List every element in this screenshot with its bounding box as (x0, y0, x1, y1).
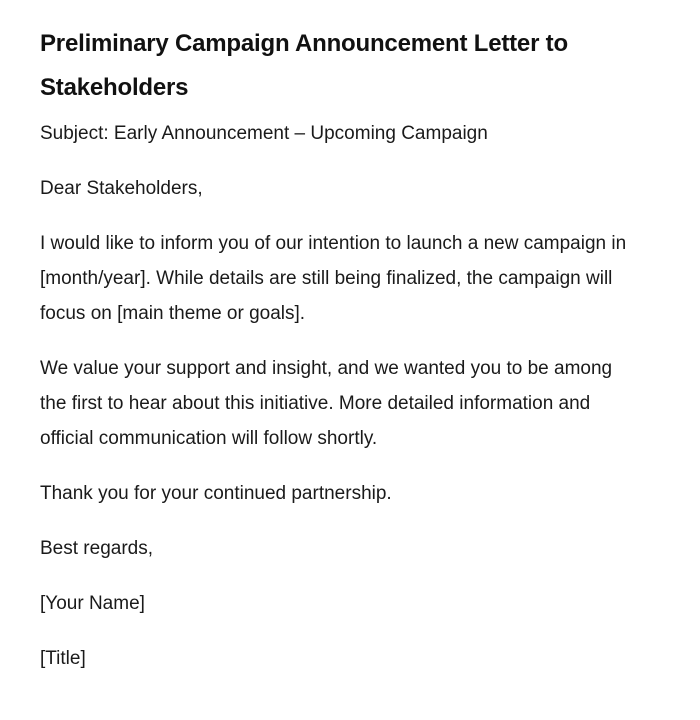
signature-title: [Title] (40, 648, 86, 669)
body-paragraph-intro: I would like to inform you of our intention to launch a new campaign in [month/year]. While details are still being finalized, the campaign will focus on [main theme or goals]. (40, 233, 627, 324)
subject-line: Subject: Early Announcement – Upcoming Campaign (40, 123, 488, 144)
document-title: Preliminary Campaign Announcement Letter to Stakeholders (40, 30, 568, 101)
salutation: Dear Stakeholders, (40, 178, 203, 199)
letter-document (40, 22, 640, 696)
body-paragraph-support: We value your support and insight, and we wanted you to be among the first to hear about this initiative. More detailed information and official communication will follow shortly. (40, 358, 613, 449)
body-paragraph-thanks: Thank you for your continued partnership. (40, 483, 392, 504)
signature-name: [Your Name] (40, 593, 145, 614)
closing: Best regards, (40, 538, 153, 559)
